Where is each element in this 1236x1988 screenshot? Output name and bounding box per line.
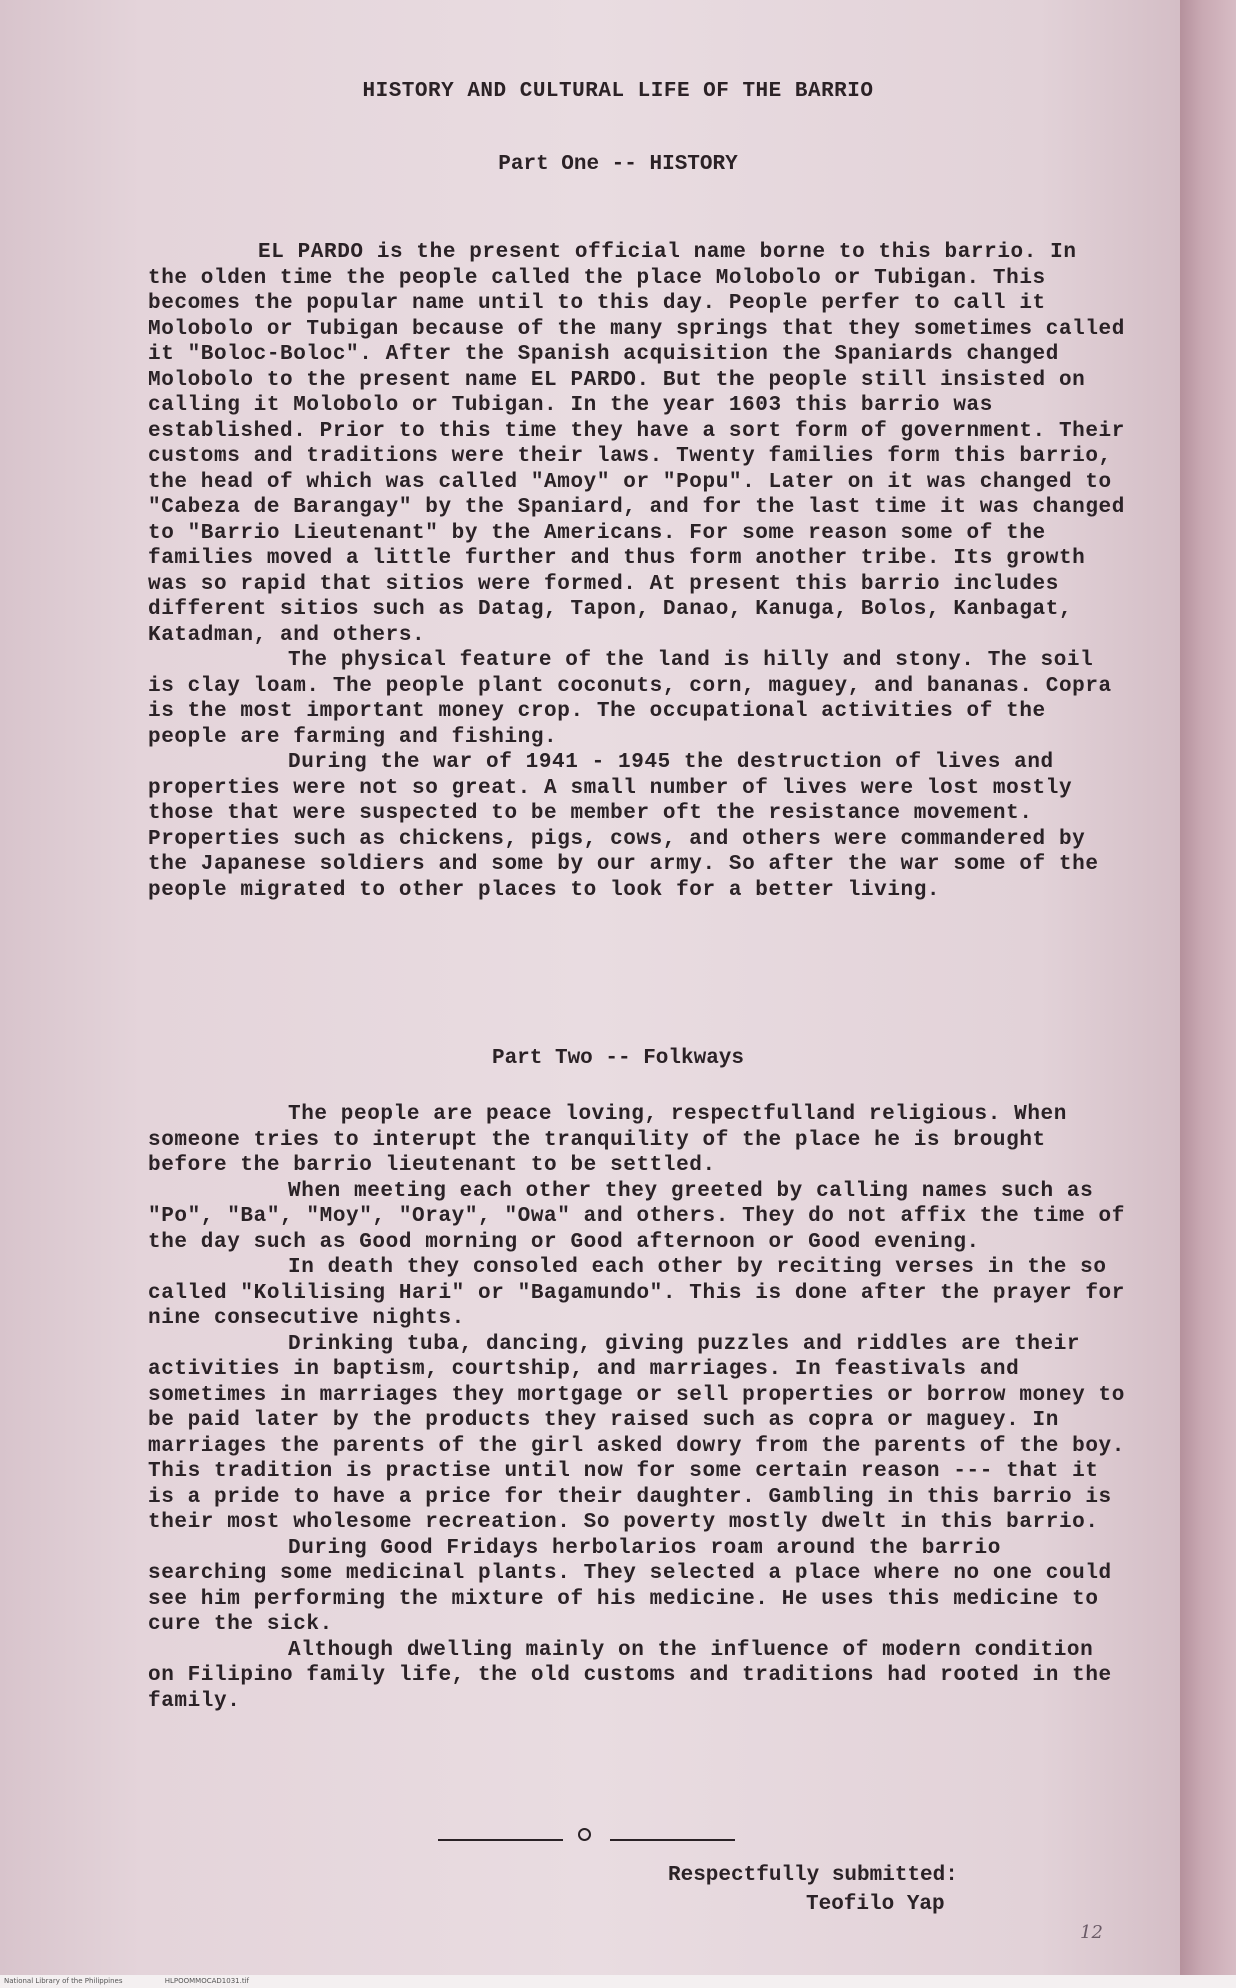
- part-two-title: Part Two -- Folkways: [491, 1047, 745, 1070]
- page-edge: [1180, 0, 1236, 1988]
- divider-line: [610, 1839, 735, 1841]
- paragraph: When meeting each other they greeted by calling names such as "Po", "Ba", "Moy", "Oray", "Owa" and others. They do not affix the time of the day such as Good morning or Good afternoon or Good evening.: [148, 1179, 1125, 1254]
- document-title: HISTORY AND CULTURAL LIFE OF THE BARRIO: [362, 80, 874, 103]
- paragraph: During Good Fridays herbolarios roam around the barrio searching some medicinal plants. They selected a place where no one could see him performing the mixture of his medicine. He uses this medicine to cure the sick.: [148, 1536, 1112, 1636]
- footer-library: National Library of the Philippines: [4, 1977, 123, 1985]
- page-number: 12: [1080, 1922, 1103, 1943]
- paragraph: EL PARDO is the present official name borne to this barrio. In the olden time the people called the place Molobolo or Tubigan. This becomes the popular name until to this day. People perfer to call it Molobolo or Tubigan because of the many springs that they sometimes called it "Boloc-Boloc". After the Spanish acquisition the Spaniards changed Molobolo to the present name EL PARDO. But the people still insisted on calling it Molobolo or Tubigan. In the year 1603 this barrio was established. Prior to this time they have a sort form of government. Their customs and traditions were their laws. Twenty families form this barrio, the head of which was called "Amoy" or "Popu". Later on it was changed to "Cabeza de Barangay" by the Spaniard, and for the last time it was changed to "Barrio Lieutenant" by the Americans. For some reason some of the families moved a little further and thus form another tribe. Its growth was so rapid that sitios were formed. At present this barrio includes different sitios such as Datag, Tapon, Danao, Kanuga, Bolos, Kanbagat, Katadman, and others.: [148, 241, 1125, 647]
- signer-name: Teofilo Yap: [806, 1893, 945, 1916]
- closing-line: Respectfully submitted:: [668, 1864, 958, 1887]
- part-one-title: Part One -- HISTORY: [498, 153, 738, 176]
- divider-circle-icon: [578, 1828, 591, 1841]
- part-one-body: [148, 240, 1128, 903]
- footer-file: HLPOOMMOCAD1031.tif: [164, 1977, 249, 1985]
- paragraph: During the war of 1941 - 1945 the destruction of lives and properties were not so great. A small number of lives were lost mostly those that were suspected to be member oft the resistance movement. Properties such as chickens, pigs, cows, and others were commandered by the Japanese soldiers and some by our army. So after the war some of the people migrated to other places to look for a better living.: [148, 751, 1099, 902]
- paragraph: Drinking tuba, dancing, giving puzzles and riddles are their activities in baptism, courtship, and marriages. In feastivals and sometimes in marriages they mortgage or sell properties or borrow money to be paid later by the products they raised such as copra or maguey. In marriages the parents of the girl asked dowry from the parents of the boy. This tradition is practise until now for some certain reason --- that it is a pride to have a price for their daughter. Gambling in this barrio is their most wholesome recreation. So poverty mostly dwelt in this barrio.: [148, 1332, 1125, 1534]
- paragraph: The physical feature of the land is hilly and stony. The soil is clay loam. The people plant coconuts, corn, maguey, and bananas. Copra is the most important money crop. The occupational activities of the people are farming and fishing.: [148, 649, 1112, 749]
- part-two-body: [148, 1102, 1128, 1714]
- end-divider: [438, 1823, 748, 1843]
- paragraph: The people are peace loving, respectfulland religious. When someone tries to interupt the tranquility of the place he is brought before the barrio lieutenant to be settled.: [148, 1103, 1067, 1177]
- paragraph: In death they consoled each other by reciting verses in the so called "Kolilising Hari" or "Bagamundo". This is done after the prayer for nine consecutive nights.: [148, 1256, 1125, 1330]
- divider-line: [438, 1839, 563, 1841]
- scan-footer: [4, 1977, 289, 1985]
- paragraph: Although dwelling mainly on the influence of modern condition on Filipino family life, the old customs and traditions had rooted in the family.: [148, 1638, 1112, 1713]
